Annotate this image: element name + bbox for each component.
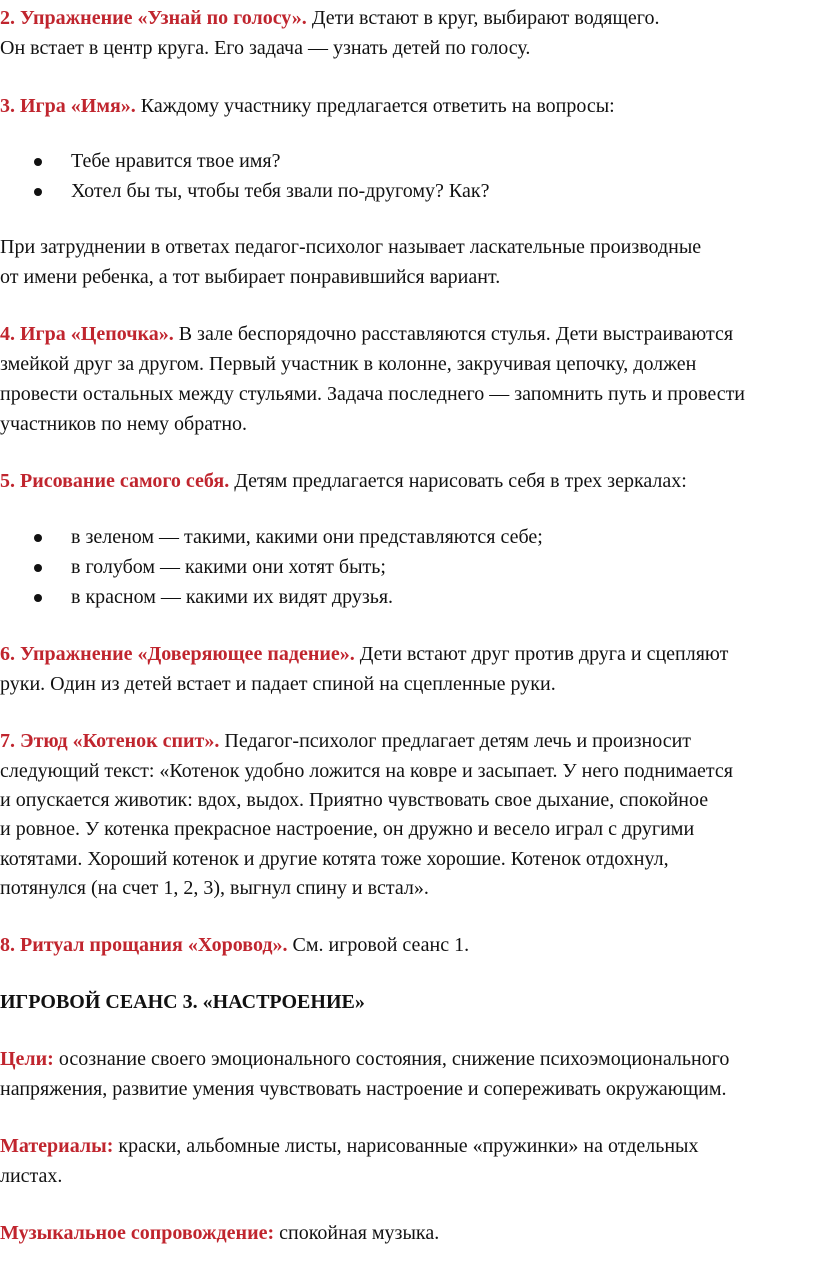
exercise-5-line-1 (0, 467, 687, 496)
bullet-icon (34, 534, 42, 542)
exercise-7-line-5: котятами. Хороший котенок и другие котята тоже хорошие. Котенок отдохнул, (0, 848, 669, 870)
exercise-7-line-4: и ровное. У котенка прекрасное настроение, он дружно и весело играл с другими (0, 818, 695, 840)
materials-line-2: листах. (0, 1165, 63, 1187)
exercise-3-after-line-1: При затруднении в ответах педагог-психолог называет ласкательные производные (0, 236, 702, 258)
goals-line-2: напряжения, развитие умения чувствовать настроение и сопереживать окружающим. (0, 1078, 727, 1100)
list-item-text: в зеленом — такими, какими они представляются себе; (71, 526, 543, 548)
exercise-6-heading: 6. Упражнение «Доверяющее падение». (0, 643, 355, 665)
exercise-3-heading: 3. Игра «Имя». (0, 95, 136, 117)
music-text: спокойная музыка. (274, 1222, 440, 1244)
exercise-7-heading: 7. Этюд «Котенок спит». (0, 730, 220, 752)
exercise-7-text: Педагог-психолог предлагает детям лечь и произносит (219, 730, 692, 752)
exercise-7-line-1 (0, 727, 691, 756)
exercise-6-text: Дети встают друг против друга и сцепляют (354, 643, 729, 665)
exercise-4-line-4: участников по нему обратно. (0, 413, 248, 435)
list-item-text: в голубом — какими они хотят быть; (71, 556, 386, 578)
session-3-title: ИГРОВОЙ СЕАНС 3. «НАСТРОЕНИЕ» (0, 991, 365, 1013)
exercise-3-after-line-2: от имени ребенка, а тот выбирает понравившийся вариант. (0, 266, 501, 288)
exercise-5-text: Детям предлагается нарисовать себя в трех зеркалах: (229, 470, 687, 492)
exercise-8-line-1 (0, 931, 469, 960)
exercise-4-text: В зале беспорядочно расставляются стулья. Дети выстраиваются (173, 323, 734, 345)
bullet-icon (34, 594, 42, 602)
exercise-2-line-1 (0, 4, 660, 33)
exercise-7-line-6: потянулся (на счет 1, 2, 3), выгнул спину и встал». (0, 877, 429, 899)
materials-text: краски, альбомные листы, нарисованные «пружинки» на отдельных (113, 1135, 699, 1157)
goals-text: осознание своего эмоционального состояния, снижение психоэмоционального (53, 1048, 730, 1070)
exercise-7-line-3: и опускается животик: вдох, выдох. Приятно чувствовать свое дыхание, спокойное (0, 789, 709, 811)
music-line-1 (0, 1219, 439, 1248)
list-item-text: Хотел бы ты, чтобы тебя звали по-другому? Как? (71, 180, 490, 202)
exercise-4-line-3: провести остальных между стульями. Задача последнего — запомнить путь и провести (0, 383, 746, 405)
list-item-text: в красном — какими их видят друзья. (71, 586, 394, 608)
materials-line-1 (0, 1132, 699, 1161)
exercise-2-heading: 2. Упражнение «Узнай по голосу». (0, 7, 307, 29)
exercise-2-line-2: Он встает в центр круга. Его задача — узнать детей по голосу. (0, 37, 531, 59)
exercise-8-heading: 8. Ритуал прощания «Хоровод». (0, 934, 288, 956)
exercise-7-line-2: следующий текст: «Котенок удобно ложится на ковре и засыпает. У него поднимается (0, 760, 733, 782)
exercise-4-line-1 (0, 320, 733, 349)
exercise-4-heading: 4. Игра «Цепочка». (0, 323, 174, 345)
exercise-4-line-2: змейкой друг за другом. Первый участник в колонне, закручивая цепочку, должен (0, 353, 697, 375)
exercise-3-line-1 (0, 92, 615, 121)
exercise-6-line-2: руки. Один из детей встает и падает спиной на сцепленные руки. (0, 673, 556, 695)
bullet-icon (34, 564, 42, 572)
exercise-2-text: Дети встают в круг, выбирают водящего. (306, 7, 660, 29)
list-item-text: Тебе нравится твое имя? (71, 150, 281, 172)
goals-label: Цели: (0, 1048, 54, 1070)
bullet-icon (34, 188, 42, 196)
goals-line-1 (0, 1045, 729, 1074)
exercise-3-text: Каждому участнику предлагается ответить на вопросы: (135, 95, 615, 117)
exercise-8-text: См. игровой сеанс 1. (287, 934, 470, 956)
bullet-icon (34, 158, 42, 166)
exercise-6-line-1 (0, 640, 728, 669)
materials-label: Материалы: (0, 1135, 114, 1157)
music-label: Музыкальное сопровождение: (0, 1222, 275, 1244)
exercise-5-heading: 5. Рисование самого себя. (0, 470, 230, 492)
